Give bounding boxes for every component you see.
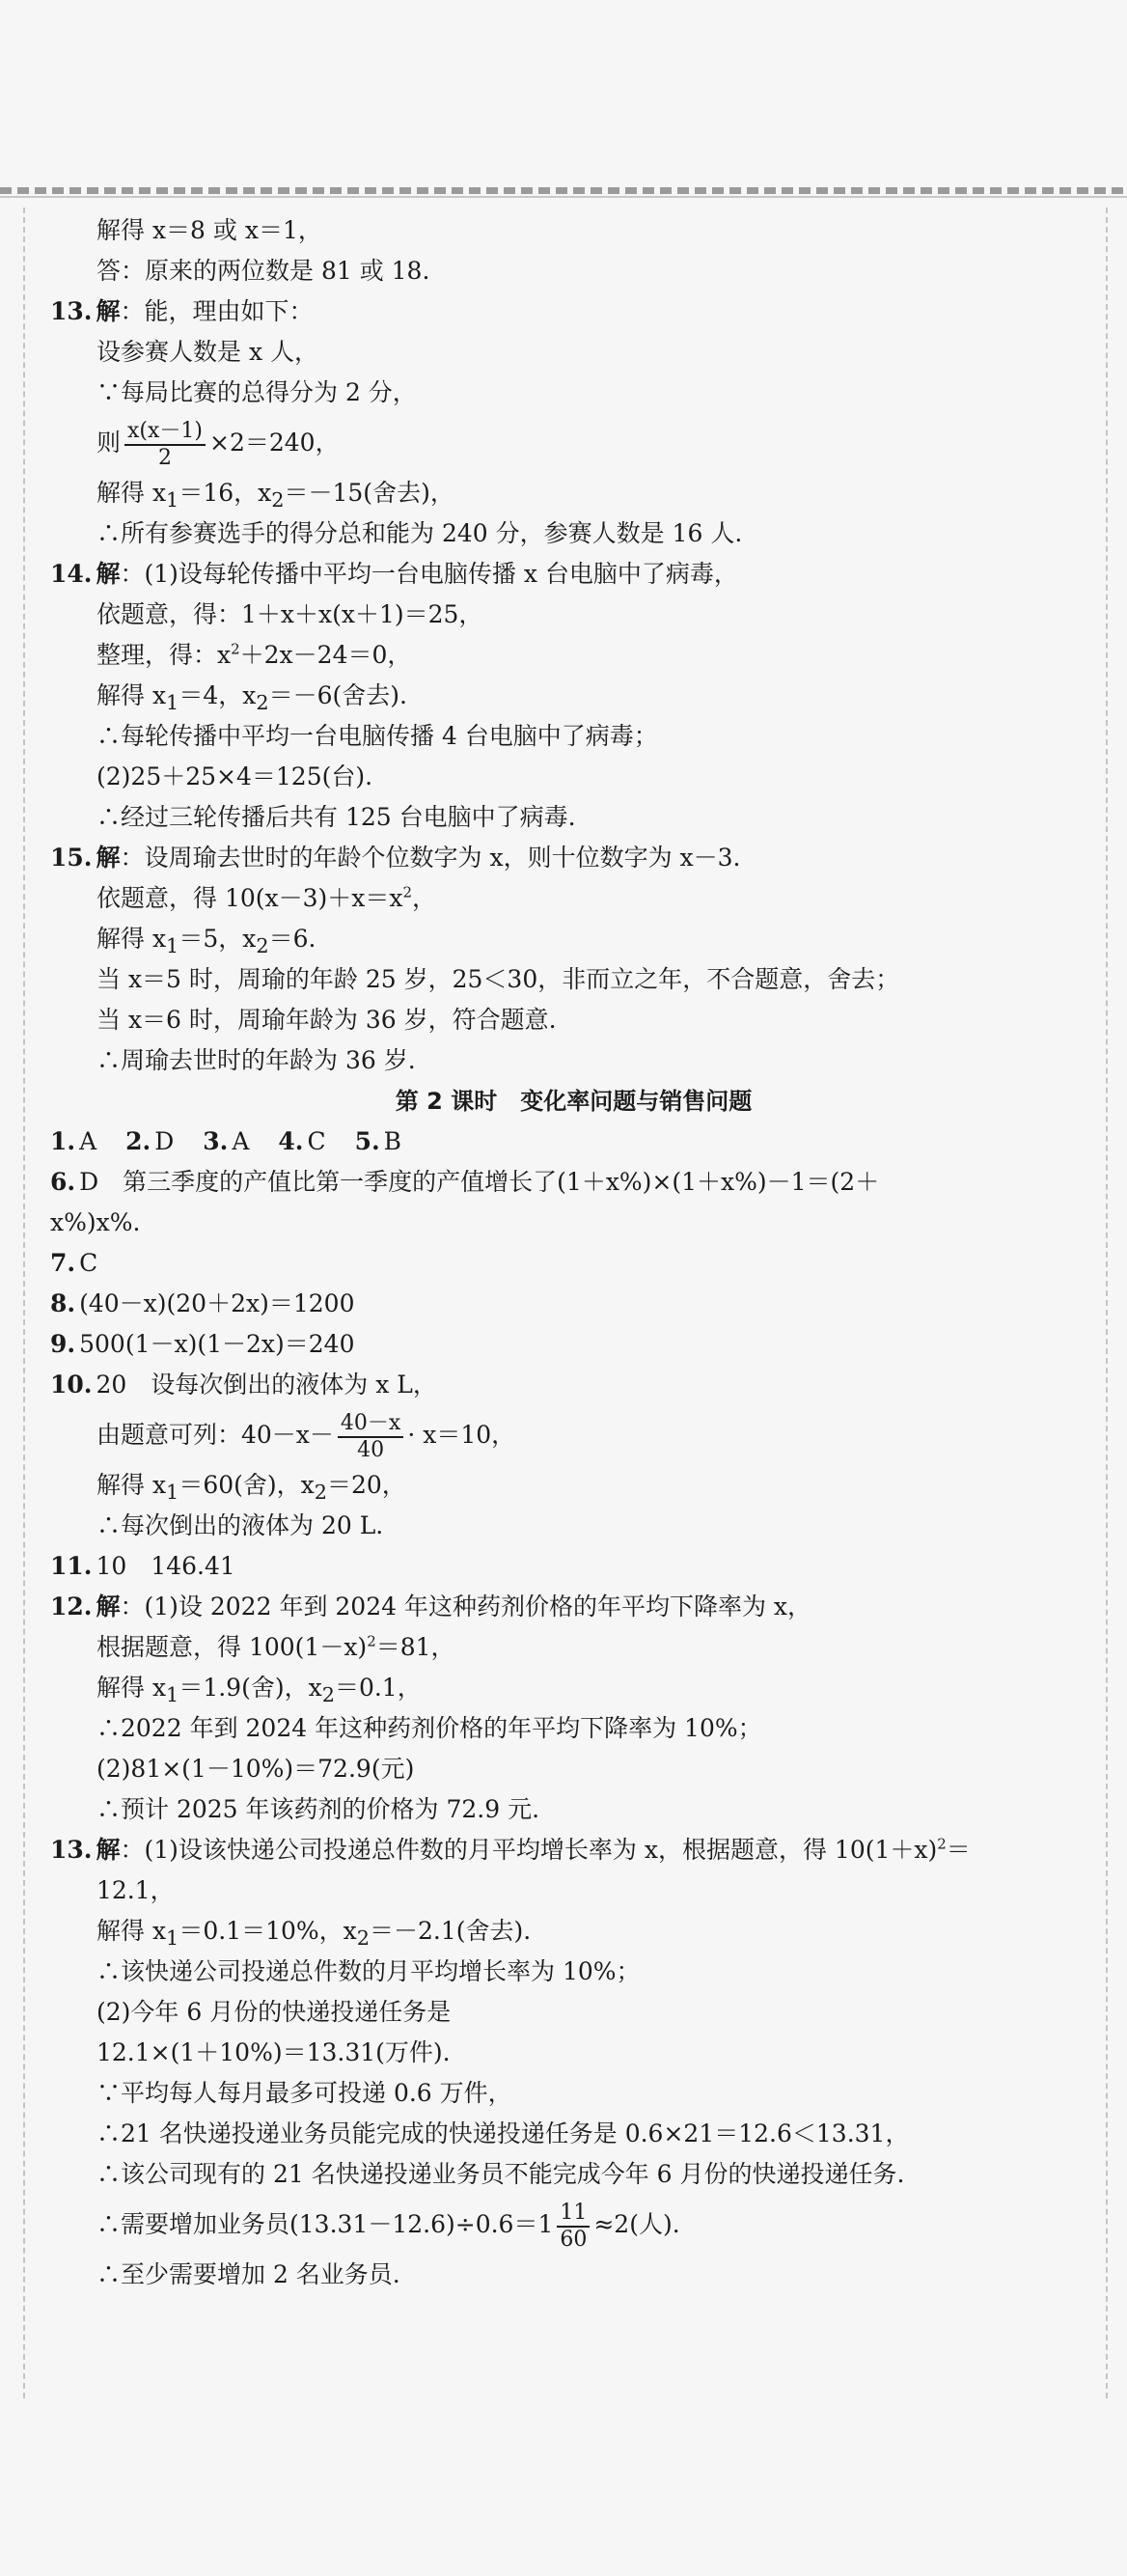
text-line: ∴每次倒出的液体为 20 L. bbox=[96, 1511, 384, 1539]
text-line: (2)25＋25×4＝125(台). bbox=[96, 762, 373, 790]
answer-13-header: 13. 解：(1)设该快递公司投递总件数的月平均增长率为 x，根据题意，得 $10(1+x)^2=$ bbox=[50, 1835, 971, 1864]
equation-line: ∴需要增加业务员(13.31－12.6)÷0.6＝1 $\frac{11}{60}$ ≈2(人). bbox=[96, 2201, 680, 2252]
text-line: ∴每轮传播中平均一台电脑传播 4 台电脑中了病毒； bbox=[96, 722, 658, 750]
answer-10: 10. 20 设每次倒出的液体为 x L， bbox=[50, 1371, 437, 1399]
answer-11: 11. 10 146.41 bbox=[50, 1552, 235, 1580]
answer-9: 9. 500(1－x)(1－2x)＝240 bbox=[50, 1330, 355, 1358]
top-divider-line bbox=[0, 196, 1127, 198]
text-line: 12.1×(1＋10%)＝13.31(万件). bbox=[96, 2038, 451, 2066]
fraction: $\frac{40-x}{40}$ bbox=[338, 1411, 403, 1462]
text-line: ∴2022 年到 2024 年这种药剂价格的年平均下降率为 10%； bbox=[96, 1714, 762, 1742]
equation-line: 解得 $x_1=5$，$x_2=6$. bbox=[96, 925, 316, 957]
text-line: 解得 x＝8 或 x＝1， bbox=[96, 216, 322, 244]
question-13-header: 13. 解：能，理由如下： bbox=[50, 297, 314, 325]
equation-line: 由题意可列：40－x－ $\frac{40-x}{40}$ · x＝10， bbox=[96, 1411, 516, 1462]
text-line: ∵每局比赛的总得分为 2 分， bbox=[96, 378, 417, 406]
fraction: $\frac{11}{60}$ bbox=[557, 2201, 590, 2252]
section-heading: 第 2 课时 变化率问题与销售问题 bbox=[395, 1088, 753, 1115]
equation-line: 则 $\frac{x(x-1)}{2}$ ×2＝240， bbox=[96, 419, 340, 470]
text-line: 答：原来的两位数是 81 或 18. bbox=[96, 257, 430, 285]
answer-content bbox=[50, 210, 1097, 2295]
fraction: $\frac{x(x-1)}{2}$ bbox=[124, 419, 206, 470]
equation-line: 解得 $x_1=60$(舍)，$x_2=20$， bbox=[96, 1471, 406, 1504]
text-line: ∴至少需要增加 2 名业务员. bbox=[96, 2260, 400, 2288]
text-line: 依题意，得：1＋x＋x(x＋1)＝25， bbox=[96, 600, 483, 628]
answer-12-header: 12. 解：(1)设 2022 年到 2024 年这种药剂价格的年平均下降率为 x， bbox=[50, 1593, 812, 1620]
question-14-header: 14. 解：(1)设每轮传播中平均一台电脑传播 x 台电脑中了病毒， bbox=[50, 560, 738, 588]
text-line: ∴21 名快递投递业务员能完成的快递投递任务是 0.6×21＝12.6＜13.31， bbox=[96, 2119, 910, 2147]
text-line: ∵平均每人每月最多可投递 0.6 万件， bbox=[96, 2079, 512, 2107]
text-line: ∴周瑜去世时的年龄为 36 岁. bbox=[96, 1046, 416, 1074]
text-line: ∴预计 2025 年该药剂的价格为 72.9 元. bbox=[96, 1795, 540, 1823]
text-line: ∴经过三轮传播后共有 125 台电脑中了病毒. bbox=[96, 803, 576, 831]
text-line: 设参赛人数是 x 人， bbox=[96, 338, 318, 366]
equation-line: 依题意，得 $10(x-3)+x=x^2$， bbox=[96, 883, 437, 912]
equation-line: 解得 $x_1=4$，$x_2=-6$(舍去). bbox=[96, 681, 407, 714]
text-line: ∴所有参赛选手的得分总和能为 240 分，参赛人数是 16 人. bbox=[96, 519, 743, 547]
text-line: 当 x＝5 时，周瑜的年龄 25 岁，25＜30，非而立之年，不合题意，舍去； bbox=[96, 965, 900, 993]
answers-1-5: 1. A 2. D 3. A 4. C 5. B bbox=[50, 1127, 402, 1155]
equation-line: 解得 $x_1=0.1=10\%$，$x_2=-2.1$(舍去). bbox=[96, 1917, 532, 1950]
answer-8: 8. (40－x)(20＋2x)＝1200 bbox=[50, 1289, 355, 1317]
equation-line: 整理，得：$x^2+2x-24=0$， bbox=[96, 640, 412, 669]
answer-7: 7. C bbox=[50, 1249, 98, 1277]
question-15-header: 15. 解：设周瑜去世时的年龄个位数字为 x，则十位数字为 x－3. bbox=[50, 844, 741, 872]
text-line: 当 x＝6 时，周瑜年龄为 36 岁，符合题意. bbox=[96, 1006, 557, 1034]
text-line: (2)81×(1－10%)＝72.9(元) bbox=[96, 1755, 415, 1783]
text-line: ∴该公司现有的 21 名快递投递业务员不能完成今年 6 月份的快递投递任务. bbox=[96, 2160, 905, 2188]
left-margin-rule bbox=[23, 208, 25, 2398]
text-line: x%)x%. bbox=[50, 1208, 141, 1236]
equation-line: 解得 $x_1=16$，$x_2=-15$(舍去)， bbox=[96, 479, 454, 512]
text-line: 12.1， bbox=[96, 1876, 175, 1904]
text-line: ∴该快递公司投递总件数的月平均增长率为 10%； bbox=[96, 1957, 641, 1985]
equation-line: 根据题意，得 $100(1-x)^2=81$， bbox=[96, 1632, 455, 1661]
equation-line: 解得 $x_1=1.9$(舍)，$x_2=0.1$， bbox=[96, 1674, 422, 1706]
answer-6: 6. D 第三季度的产值比第一季度的产值增长了(1＋x%)×(1＋x%)－1＝(2＋ bbox=[50, 1168, 880, 1196]
text-line: (2)今年 6 月份的快递投递任务是 bbox=[96, 1998, 452, 2026]
right-margin-rule bbox=[1106, 208, 1108, 2398]
top-dashed-divider bbox=[0, 187, 1127, 194]
